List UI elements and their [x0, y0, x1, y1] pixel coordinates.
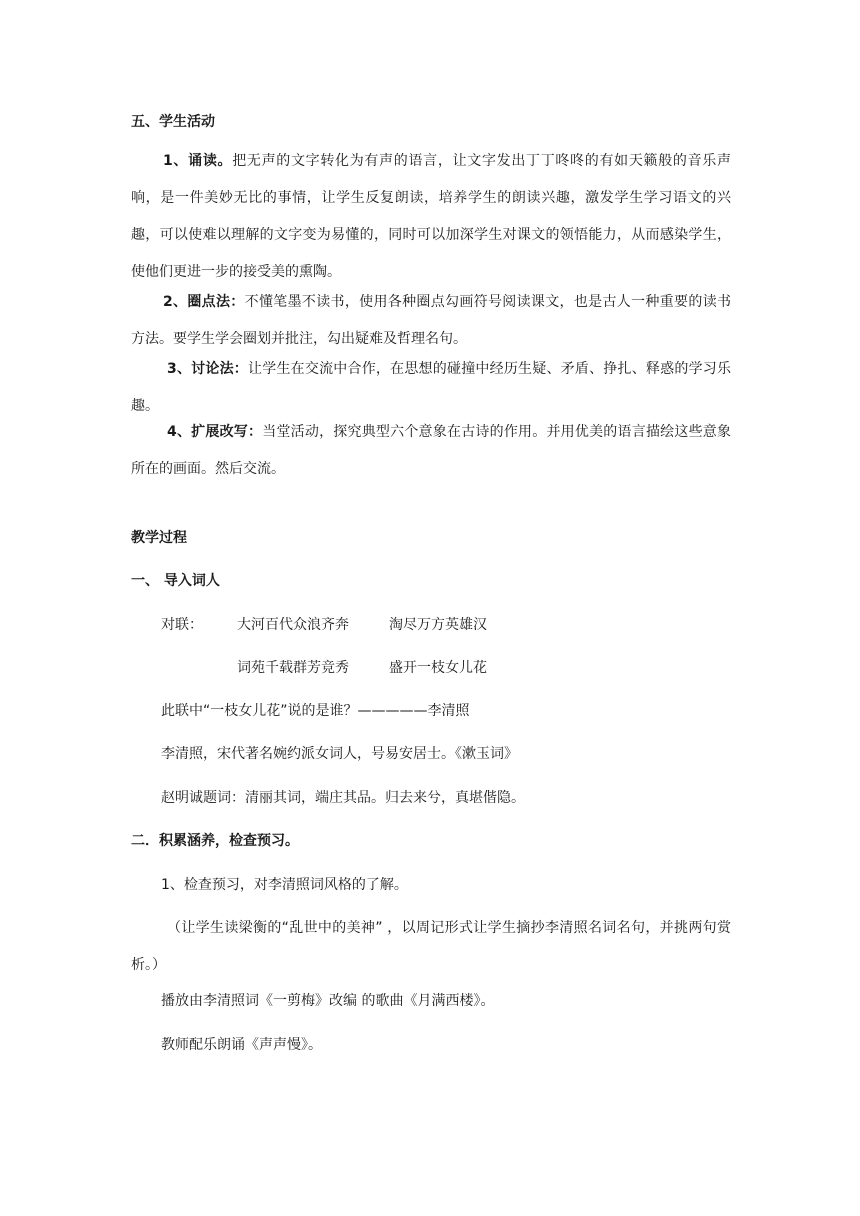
activity-rewrite-text: 当堂活动，探究典型六个意象在古诗的作用。并用优美的语言描绘这些意象所在的画面。然后交流。	[131, 424, 732, 477]
activity-discussion-lead: 3、讨论法：	[167, 361, 249, 377]
activity-annotate-text: 不懂笔墨不读书，使用各种圈点勾画符号阅读课文，也是古人一种重要的读书方法。要学生学会圈划并批注，勾出疑难及哲理名句。	[131, 294, 732, 347]
couplet-line2-a: 词苑千载群芳竞秀	[237, 660, 349, 676]
activity-reading-text: 把无声的文字转化为有声的语言，让文字发出丁丁咚咚的有如天籁般的音乐声响，是一件美妙无比的事情，让学生反复朗读，培养学生的朗读兴趣，激发学生学习语文的兴趣，可以使难以理解的文字变为易懂的，同时可以加深学生对课文的领悟能力，从而感染学生，使他们更进一步的接受美的熏陶。	[131, 153, 731, 280]
process-heading: 教学过程	[131, 530, 187, 546]
couplet-line1-a: 大河百代众浪齐奔	[237, 617, 349, 633]
activity-annotate-lead: 2、圈点法：	[163, 294, 245, 310]
couplet-question: 此联中“一枝女儿花”说的是谁？—————李清照	[161, 703, 470, 719]
li-qingzhao-intro: 李清照，宋代著名婉约派女词人，号易安居士。《漱玉词》	[161, 746, 518, 762]
couplet-line2-b: 盛开一枝女儿花	[389, 660, 487, 676]
section5-heading: 五、学生活动	[131, 114, 215, 130]
part2-heading: 二．积累涵养，检查预习。	[131, 833, 299, 849]
part2-item1: 1、检查预习，对李清照词风格的了解。	[161, 877, 408, 893]
part2-note: （让学生读梁衡的“乱世中的美神” ，以周记形式让学生摘抄李清照名词名句，并挑两句赏析。）	[131, 920, 731, 973]
part1-heading: 一、 导入词人	[131, 573, 220, 589]
couplet-label: 对联：	[161, 617, 203, 633]
part2-play-song: 播放由李清照词《一剪梅》改编 的歌曲《月满西楼》。	[161, 993, 495, 1009]
zhao-mingcheng-inscription: 赵明诚题词：清丽其词，端庄其品。归去来兮，真堪偕隐。	[161, 790, 525, 806]
activity-rewrite-lead: 4、扩展改写：	[167, 424, 263, 440]
activity-discussion-text: 让学生在交流中合作，在思想的碰撞中经历生疑、矛盾、挣扎、释惑的学习乐趣。	[131, 361, 731, 414]
activity-annotate	[131, 284, 731, 358]
part2-teacher-recite: 教师配乐朗诵《声声慢》。	[161, 1037, 322, 1053]
activity-rewrite	[131, 414, 731, 488]
couplet-line1-b: 淘尽万方英雄汉	[389, 617, 487, 633]
activity-reading	[131, 143, 731, 291]
activity-reading-lead: 1、诵读。	[163, 153, 233, 169]
